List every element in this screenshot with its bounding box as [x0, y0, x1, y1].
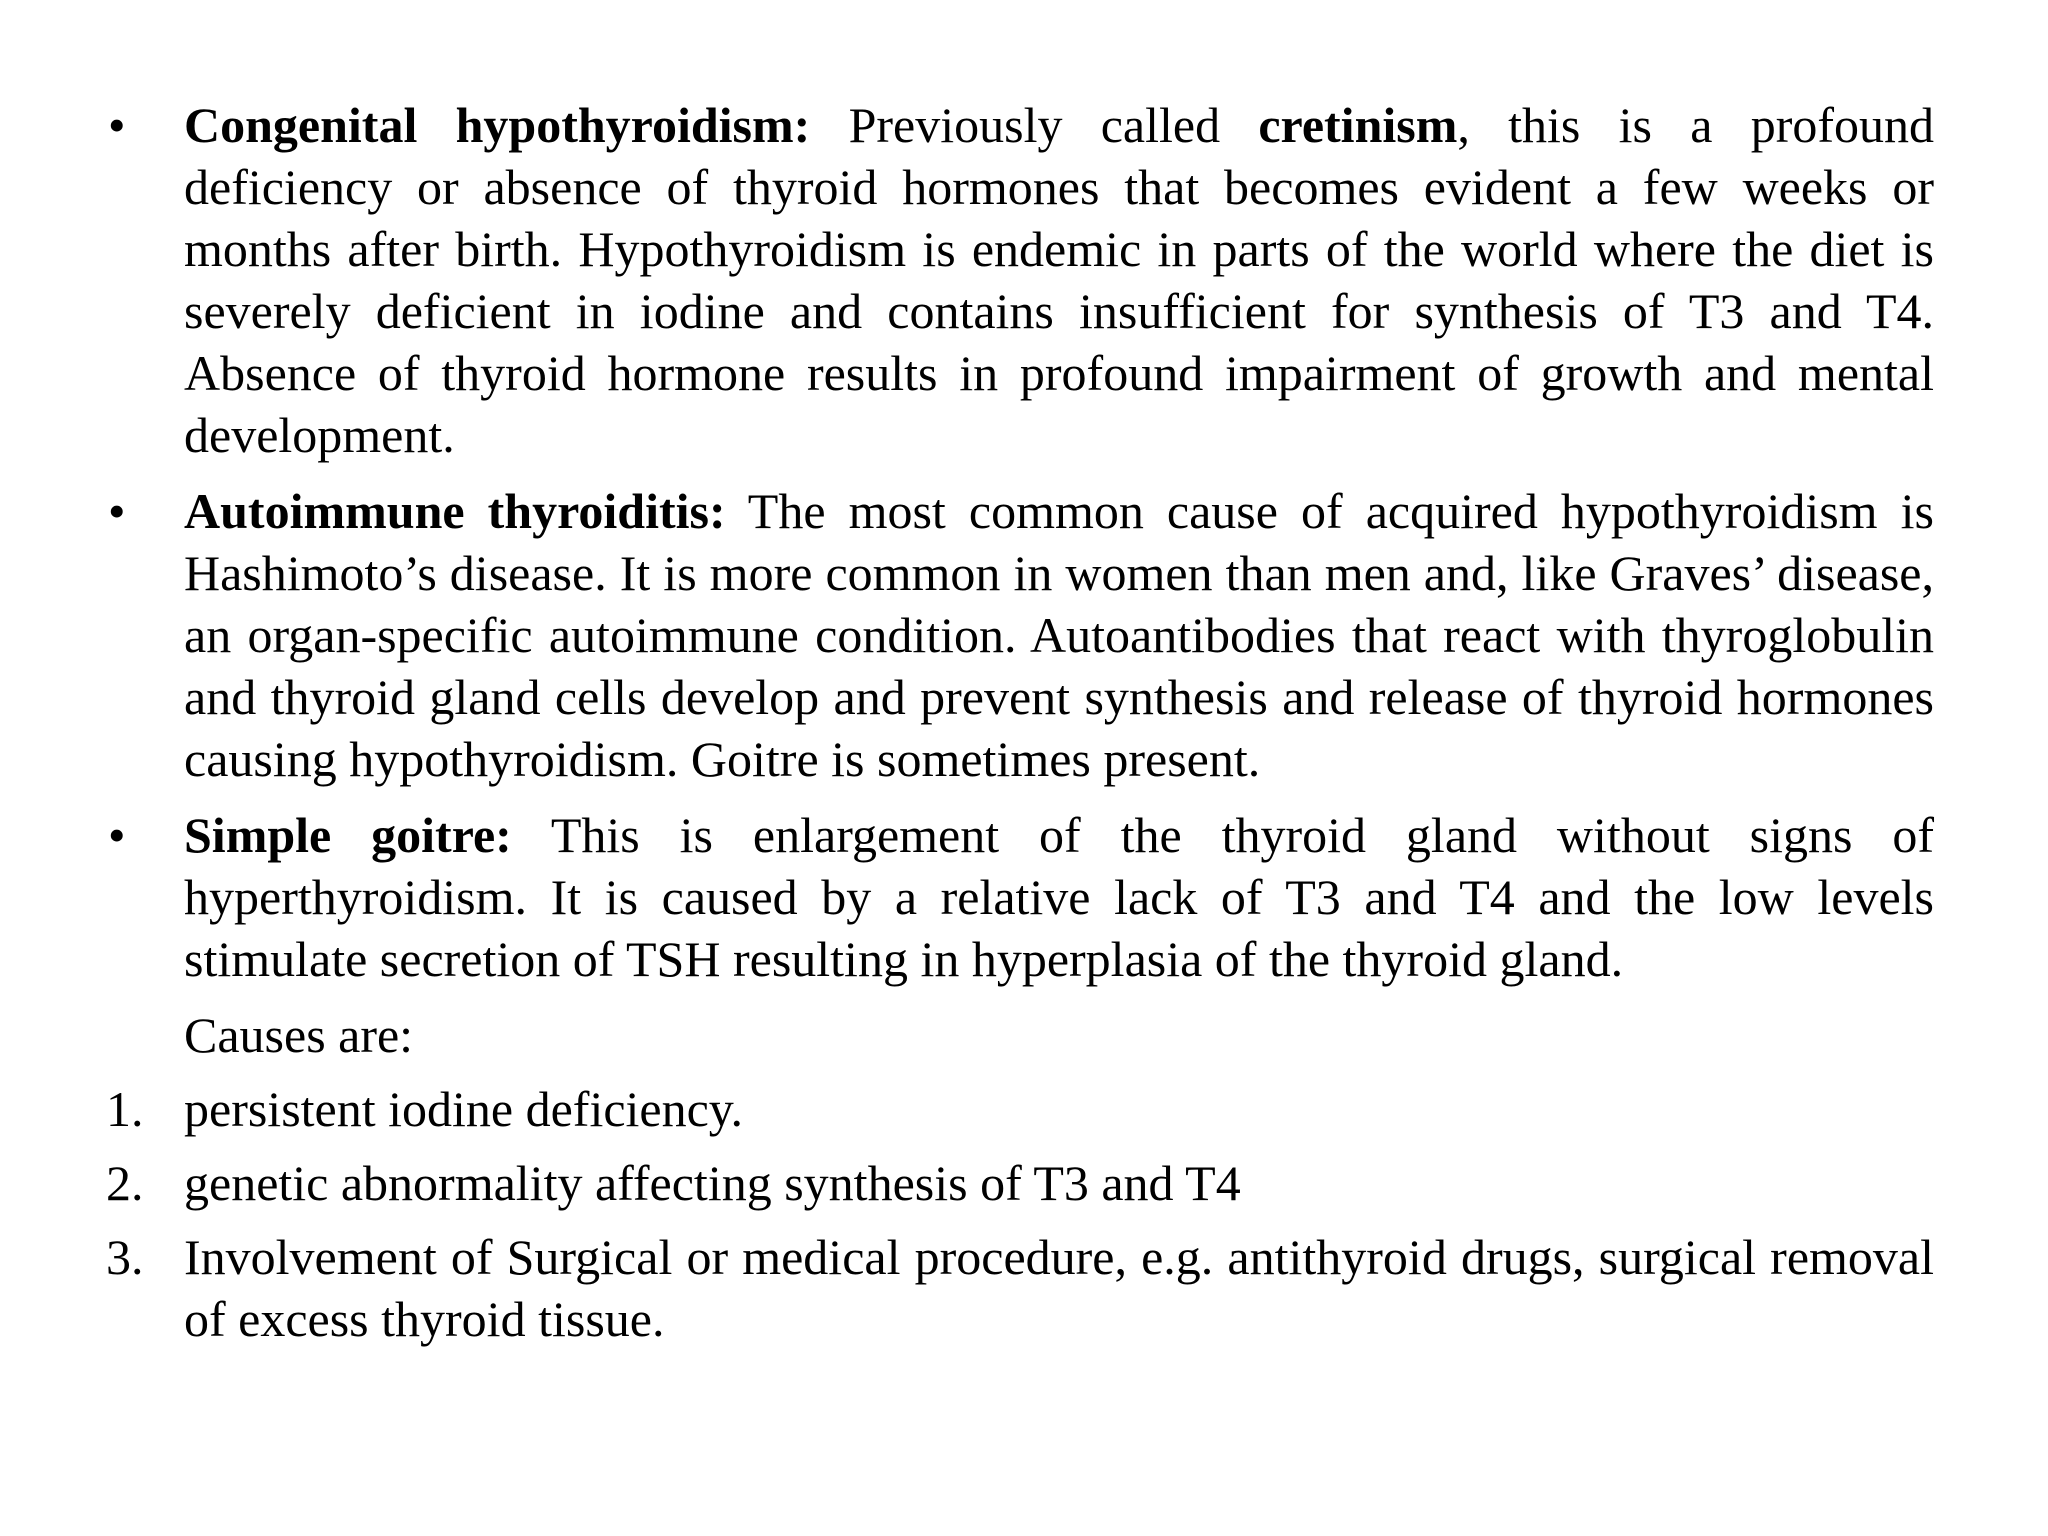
bullet-simple-goitre: [106, 804, 1934, 990]
cause-text: genetic abnormality affecting synthesis of T3 and T4: [184, 1155, 1241, 1211]
bullet-autoimmune-thyroiditis: [106, 480, 1934, 790]
term-cretinism: cretinism: [1258, 97, 1458, 153]
content-body: [106, 94, 1934, 1350]
cause-item-3: [106, 1226, 1934, 1350]
cause-text: persistent iodine deficiency.: [184, 1081, 744, 1137]
bullet-marker: •: [108, 483, 126, 539]
bullet-congenital-hypothyroidism: [106, 94, 1934, 466]
bullet-text: Previously called: [810, 97, 1259, 153]
bullet-text: , this is a profound deficiency or absence of thyroid hormones that becomes evident a few weeks or months after birth. Hypothyroidism is endemic in parts of the world where the diet is severely deficient in iodine and contains insufficient for synthesis of T3 and T4. Absence of thyroid hormone results in profound impairment of growth and mental development.: [184, 97, 1934, 463]
number-marker: 3.: [106, 1229, 144, 1285]
cause-text: Involvement of Surgical or medical procedure, e.g. antithyroid drugs, surgical removal of excess thyroid tissue.: [184, 1229, 1934, 1347]
number-marker: 2.: [106, 1155, 144, 1211]
term-autoimmune-thyroiditis: Autoimmune thyroiditis:: [184, 483, 726, 539]
bullet-text: This is enlargement of the thyroid gland without signs of hyperthyroidism. It is caused by a relative lack of T3 and T4 and the low levels stimulate secretion of TSH resulting in hyperplasia of the thyroid gland.: [184, 807, 1934, 987]
bullet-marker: •: [108, 97, 126, 153]
cause-item-1: [106, 1078, 1934, 1140]
causes-intro: Causes are:: [184, 1007, 414, 1063]
term-simple-goitre: Simple goitre:: [184, 807, 512, 863]
term-congenital-hypothyroidism: Congenital hypothyroidism:: [184, 97, 811, 153]
bullet-text: The most common cause of acquired hypothyroidism is Hashimoto’s disease. It is more common in women than men and, like Graves’ disease, an organ-specific autoimmune condition. Autoantibodies that react with thyroglobulin and thyroid gland cells develop and prevent synthesis and release of thyroid hormones causing hypothyroidism. Goitre is sometimes present.: [184, 483, 1934, 787]
number-marker: 1.: [106, 1081, 144, 1137]
bullet-marker: •: [108, 807, 126, 863]
cause-item-2: [106, 1152, 1934, 1214]
